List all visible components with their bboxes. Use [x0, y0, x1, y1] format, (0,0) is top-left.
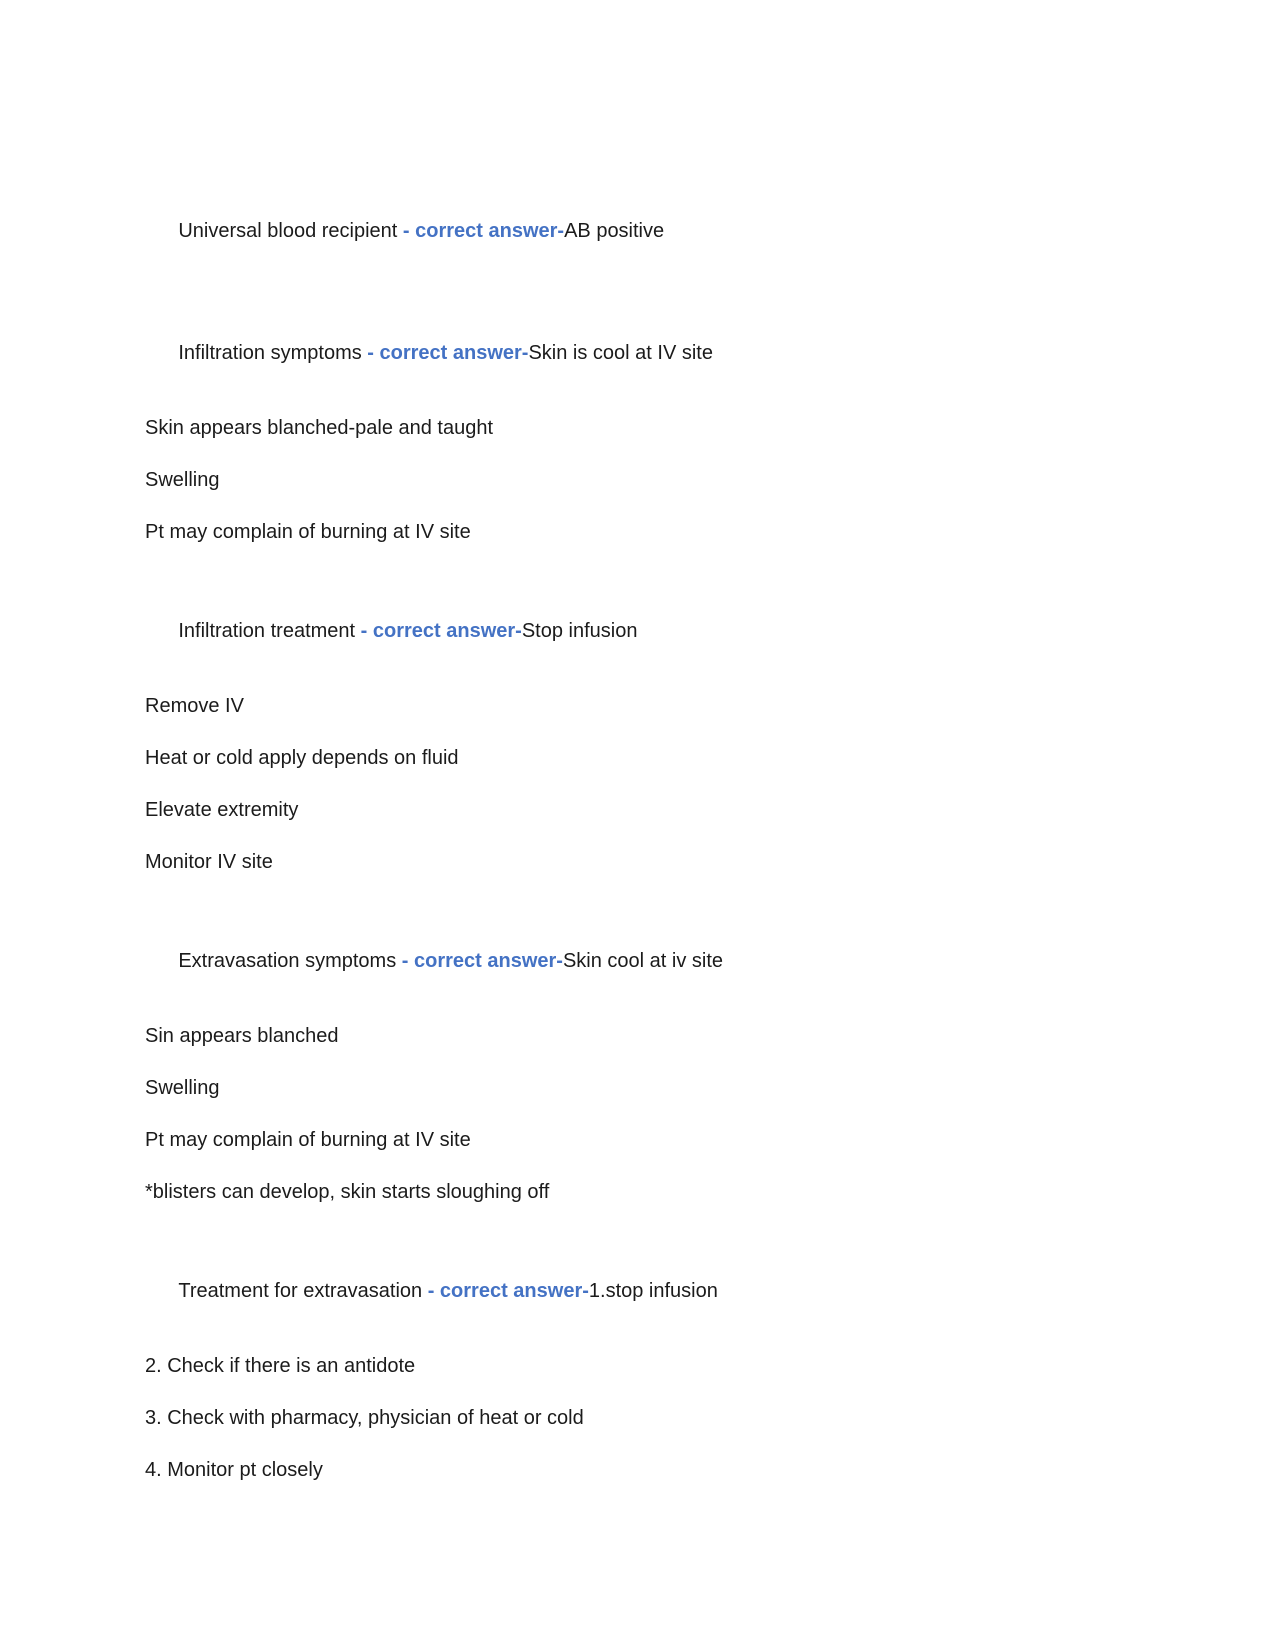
question-text: Treatment for extravasation: [178, 1280, 428, 1302]
correct-answer-marker: - correct answer-: [402, 220, 565, 242]
detail-line: Heat or cold apply depends on fluid: [145, 747, 459, 769]
detail-line: 4. Monitor pt closely: [145, 1459, 323, 1481]
detail-line: Remove IV: [145, 695, 244, 717]
answer-text: 1.stop infusion: [588, 1280, 718, 1302]
detail-line: Swelling: [145, 1077, 220, 1099]
qa-line: [145, 1257, 1155, 1326]
correct-answer-marker: - correct answer-: [427, 1280, 589, 1302]
correct-answer-marker: - correct answer-: [401, 950, 563, 972]
question-text: Infiltration symptoms: [178, 342, 368, 364]
correct-answer-marker: - correct answer-: [367, 342, 529, 364]
detail-line: Pt may complain of burning at IV site: [145, 521, 471, 543]
qa-block-infiltration-treatment: [145, 597, 1155, 874]
answer-text: Stop infusion: [521, 620, 638, 642]
qa-block-extravasation-treatment: [145, 1257, 1155, 1482]
answer-text: Skin is cool at IV site: [528, 342, 713, 364]
detail-line: 3. Check with pharmacy, physician of heat or cold: [145, 1407, 584, 1429]
answer-text: Skin cool at iv site: [562, 950, 724, 972]
detail-line: Monitor IV site: [145, 851, 273, 873]
detail-line: Pt may complain of burning at IV site: [145, 1129, 471, 1151]
correct-answer-marker: - correct answer-: [360, 620, 522, 642]
detail-line: Elevate extremity: [145, 799, 299, 821]
qa-block-extravasation-symptoms: [145, 927, 1155, 1204]
question-text: Infiltration treatment: [178, 620, 361, 642]
detail-line: Swelling: [145, 469, 220, 491]
detail-line: Skin appears blanched-pale and taught: [145, 417, 494, 439]
qa-line: [145, 597, 1155, 666]
qa-line: [145, 319, 1155, 388]
detail-line: 2. Check if there is an antidote: [145, 1355, 416, 1377]
qa-line: [145, 927, 1155, 996]
question-text: Extravasation symptoms: [178, 950, 402, 972]
detail-line: *blisters can develop, skin starts sloughing off: [145, 1181, 550, 1203]
question-text: Universal blood recipient: [178, 220, 403, 242]
answer-text: AB positive: [564, 220, 665, 242]
qa-line: [145, 197, 1155, 266]
detail-line: Sin appears blanched: [145, 1025, 339, 1047]
qa-block-universal-blood-recipient: [145, 197, 1155, 266]
qa-block-infiltration-symptoms: [145, 319, 1155, 544]
